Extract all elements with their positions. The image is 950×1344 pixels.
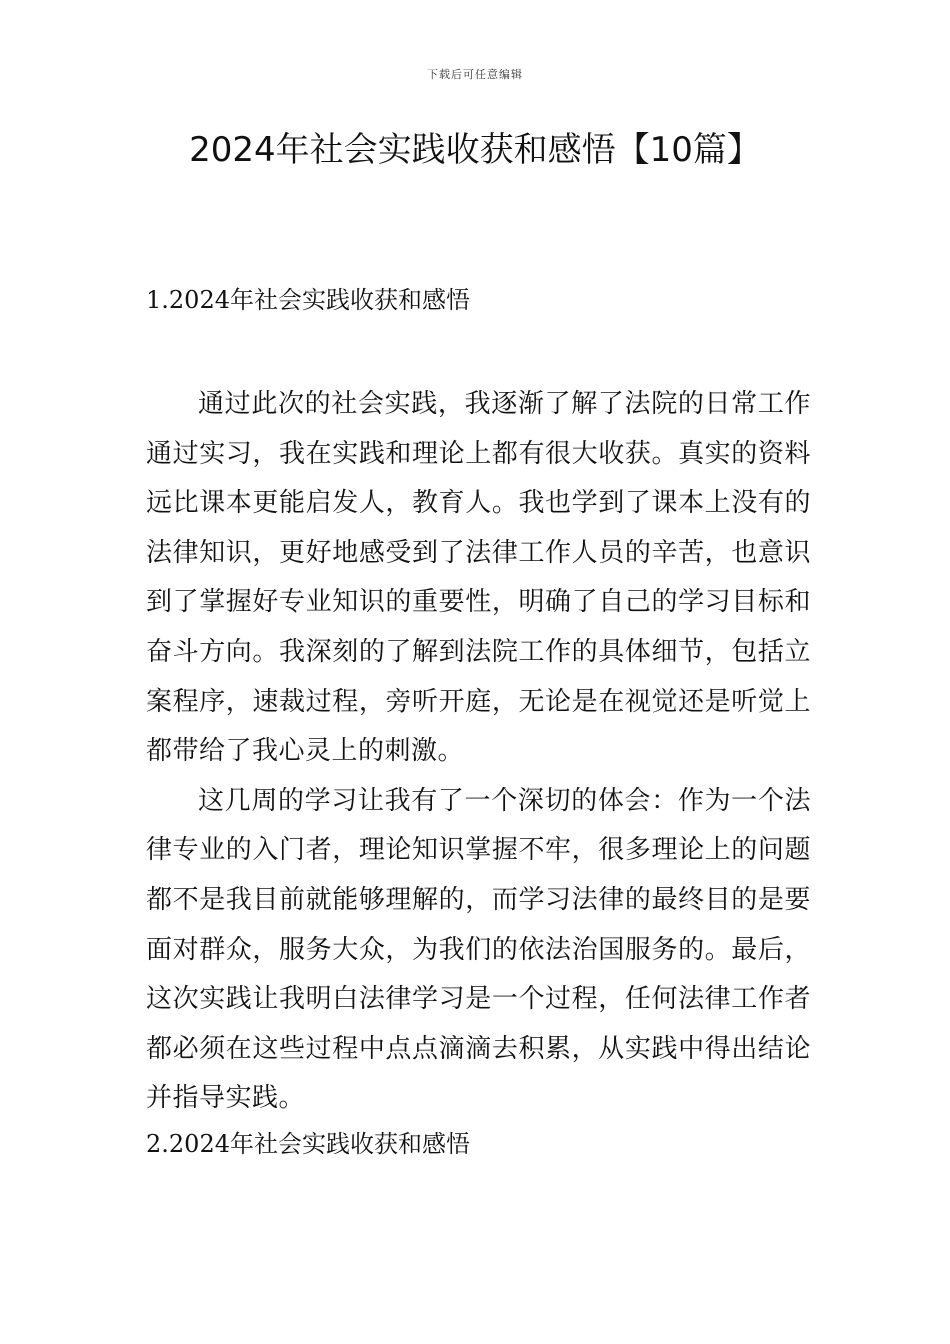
section-heading-2: 2.2024年社会实践收获和感悟 xyxy=(146,1129,470,1158)
document-body xyxy=(146,280,811,1164)
document-title: 2024年社会实践收获和感悟【10篇】 xyxy=(189,130,761,170)
section-1-paragraph-2: 这几周的学习让我有了一个深切的体会：作为一个法律专业的入门者，理论知识掌握不牢，很多理论上的问题都不是我目前就能够理解的，而学习法律的最终目的是要面对群众，服务大众，为我们的依法治国服务的。最后，这次实践让我明白法律学习是一个过程，任何法律工作者都必须在这些过程中点点滴滴去积累，从实践中得出结论并指导实践。 xyxy=(146,785,811,1114)
section-heading-1: 1.2024年社会实践收获和感悟 xyxy=(146,286,470,314)
header-note: 下载后可任意编辑 xyxy=(427,68,523,81)
section-1-paragraph-1: 通过此次的社会实践，我逐渐了解了法院的日常工作通过实习，我在实践和理论上都有很大收获。真实的资料远比课本更能启发人，教育人。我也学到了课本上没有的法律知识，更好地感受到了法律工作人员的辛苦，也意识到了掌握好专业知识的重要性，明确了自己的学习目标和奋斗方向。我深刻的了解到法院工作的具体细节，包括立案程序，速裁过程，旁听开庭，无论是在视觉还是听觉上都带给了我心灵上的刺激。 xyxy=(146,389,811,767)
